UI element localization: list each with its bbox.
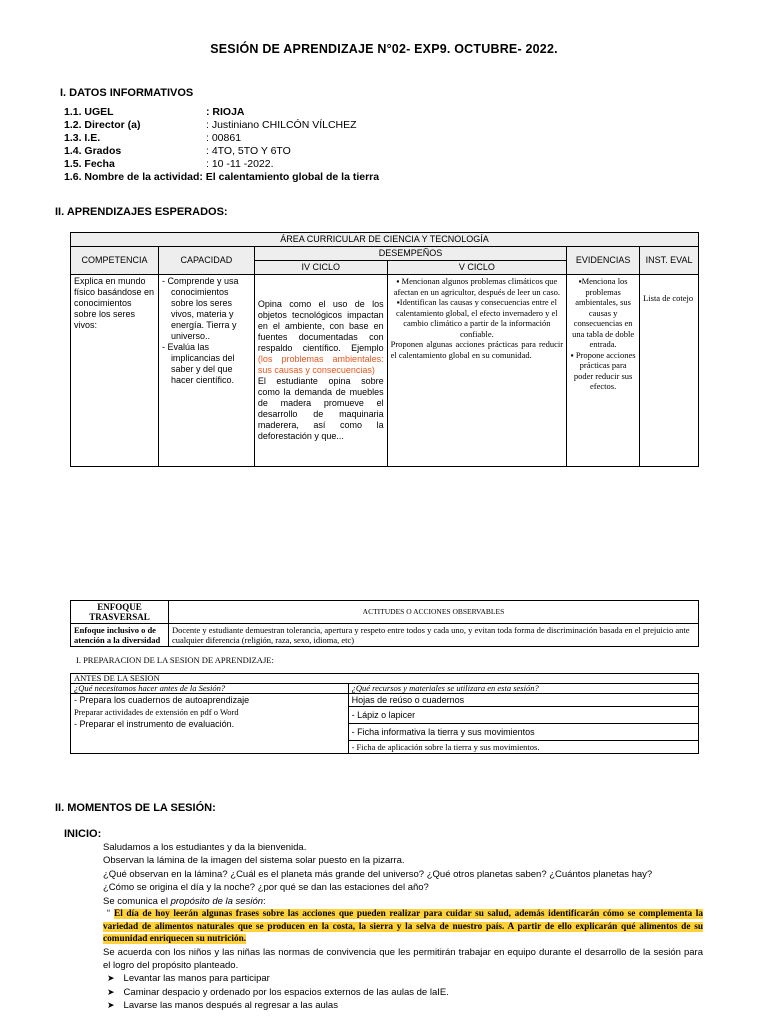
- inicio-content: [103, 841, 703, 1013]
- col-capacidad: CAPACIDAD: [158, 247, 254, 275]
- iv-ciclo-cell: [254, 275, 387, 467]
- area-header: ÁREA CURRICULAR DE CIENCIA Y TECNOLOGÍA: [71, 233, 699, 247]
- v-item: ▪ Mencionan algunos problemas climáticos que afectan en un agricultor, después de leer un caso.: [393, 276, 560, 297]
- inicio-line: ¿Qué observan en la lámina? ¿Cuál es el planeta más grande del universo? ¿Qué otros planetas saben? ¿Cuántos planetas hay?: [103, 868, 653, 880]
- q-hacer: ¿Qué necesitamos hacer antes de la Sesión?: [71, 684, 349, 694]
- evidencia-item: ▪ Propone acciones prácticas para poder reducir sus efectos.: [570, 349, 636, 391]
- inicio-line: Saludamos a los estudiantes y da la bienvenida.: [103, 842, 307, 853]
- antes-item: - Preparar el instrumento de evaluación.: [74, 719, 235, 729]
- antes-item: - Prepara los cuadernos de autoaprendizaje: [74, 695, 250, 705]
- activity-name: 1.6. Nombre de la actividad: El calentamiento global de la tierra: [64, 171, 380, 183]
- col-competencia: COMPETENCIA: [71, 247, 159, 275]
- inicio-label: INICIO:: [64, 828, 102, 840]
- datos-value: : 4TO, 5TO Y 6TO: [206, 145, 291, 157]
- recurso-item: Hojas de reúso o cuadernos: [349, 694, 698, 707]
- competencia-cell: Explica en mundo físico basándose en conocimientos sobre los seres vivos:: [71, 275, 159, 467]
- col-iv-ciclo: IV CICLO: [254, 261, 387, 275]
- norma-item: ➤ Caminar despacio y ordenado por los espacios externos de las aulas de laIE.: [107, 986, 703, 999]
- section-heading-momentos: II. MOMENTOS DE LA SESIÓN:: [55, 802, 216, 814]
- page-title: SESIÓN DE APRENDIZAJE N°02- EXP9. OCTUBRE- 2022.: [210, 42, 558, 56]
- datos-label: 1.2. Director (a): [64, 119, 141, 131]
- iv-text-red: (los problemas ambientales: sus causas y consecuencias): [257, 354, 384, 375]
- proposito-text: “ El día de hoy leerán algunas frases sobre las acciones que pueden realizar para cuidar su salud, además identificarán cómo se complementa la variedad de alimentos naturales que se producen en la costa, la sierra y la selva de nuestro país. A partir de ello explicarán qué alimentos de su comunidad enriquecen su nutrición.: [103, 908, 703, 945]
- datos-label: 1.5. Fecha: [64, 158, 115, 170]
- aprendizajes-table: [70, 232, 699, 467]
- preparacion-table: [70, 673, 699, 754]
- evidencia-item: ▪Menciona los problemas ambientales, sus causas y consecuencias en una tabla de doble entrada.: [572, 276, 635, 349]
- acuerdo-text: Se acuerda con los niños y las niñas las normas de convivencia que les permitirán trabajar en equipo durante el desarrollo de la sesión para el logro del propósito planteado.: [103, 946, 703, 971]
- instrumento-cell: Lista de cotejo: [640, 275, 699, 467]
- inicio-line: ¿Cómo se origina el día y la noche? ¿por qué se dan las estaciones del año?: [103, 882, 429, 894]
- col-desempenos: DESEMPEÑOS: [254, 247, 566, 261]
- iv-text-1: Opina como el uso de los objetos tecnológicos impactan en el ambiente, con base en fuentes documentadas con respaldo científico. Ejemplo: [257, 299, 384, 353]
- iv-text-2: El estudiante opina sobre como la demanda de muebles de madera promueve el desarrollo de maquinaria maderera, así como la deforestación y que...: [257, 376, 384, 441]
- proposito-highlight: El día de hoy leerán algunas frases sobre las acciones que pueden realizar para cuidar su salud, además identificarán cómo se complementa la variedad de alimentos naturales que se producen en la costa, la sierra y la selva de nuestro país. A partir de ello explicarán qué alimentos de su comunidad enriquecen su nutrición.: [103, 909, 703, 945]
- enfoque-text: Docente y estudiante demuestran tolerancia, apertura y respeto entre todos y cada uno, y evitan toda forma de discriminación basada en el prejuicio ante cualquier diferencia (religión, raza, sexo, idioma, etc): [168, 624, 698, 647]
- antes-label: ANTES DE LA SESION: [71, 674, 699, 684]
- norma-item: ➤ Lavarse las manos después al regresar a las aulas: [107, 999, 703, 1012]
- recursos-list: [348, 694, 698, 754]
- preparacion-heading: I. PREPARACION DE LA SESION DE APRENDIZAJE:: [76, 655, 274, 665]
- datos-label: 1.1. UGEL: [64, 106, 114, 118]
- antes-list: [71, 694, 349, 754]
- actitudes-col-header: ACTITUDES O ACCIONES OBSERVABLES: [168, 601, 698, 624]
- evidencias-cell: [567, 275, 640, 467]
- datos-value: : Justiniano CHILCÓN VÍLCHEZ: [206, 119, 357, 131]
- normas-list: [103, 972, 703, 1012]
- recurso-item: - Ficha informativa la tierra y sus movimientos: [349, 724, 698, 741]
- datos-value: : 00861: [206, 132, 242, 144]
- capacidad-item: - Evalúa las implicancias del saber y del que hacer científico.: [171, 342, 251, 386]
- capacidad-item: - Comprende y usa conocimientos sobre los seres vivos, materia y energía. Tierra y universo..: [171, 276, 251, 342]
- datos-value: : 10 -11 -2022.: [206, 158, 274, 170]
- v-item: ▪Identifican las causas y consecuencias entre el calentamiento global, el efecto invernadero y el cambio climático a partir de la información confiable.: [396, 297, 558, 339]
- capacidad-cell: [158, 275, 254, 467]
- col-v-ciclo: V CICLO: [387, 261, 567, 275]
- datos-label: 1.4. Grados: [64, 145, 122, 157]
- antes-item: Preparar actividades de extensión en pdf o Word: [74, 707, 239, 717]
- norma-item: ➤ Levantar las manos para participar: [107, 972, 703, 985]
- section-heading-datos: I. DATOS INFORMATIVOS: [60, 87, 194, 99]
- datos-label: 1.3. I.E.: [64, 132, 101, 144]
- proposito-line: Se comunica el propósito de la sesión:: [103, 895, 266, 907]
- section-heading-aprendizajes: II. APRENDIZAJES ESPERADOS:: [55, 206, 228, 218]
- recurso-item: - Ficha de aplicación sobre la tierra y sus movimientos.: [351, 742, 540, 752]
- q-recursos: ¿Qué recursos y materiales se utilizara en esta sesión?: [348, 684, 698, 694]
- v-ciclo-cell: [387, 275, 567, 467]
- col-evidencias: EVIDENCIAS: [567, 247, 640, 275]
- datos-list: [64, 106, 684, 184]
- enfoque-name: Enfoque inclusivo o de atención a la diversidad: [71, 624, 169, 647]
- enfoque-table: [70, 600, 699, 647]
- col-inst-eval: INST. EVAL: [640, 247, 699, 275]
- recurso-item: - Lápiz o lapicer: [349, 707, 698, 724]
- inicio-line: Observan la lámina de la imagen del sistema solar puesto en la pizarra.: [103, 855, 405, 867]
- datos-value: : RIOJA: [206, 106, 245, 118]
- v-item: Proponen algunas acciones prácticas para reducir el calentamiento global en su comunidad.: [390, 339, 564, 360]
- enfoque-col-header: ENFOQUE TRASVERSAL: [71, 601, 169, 624]
